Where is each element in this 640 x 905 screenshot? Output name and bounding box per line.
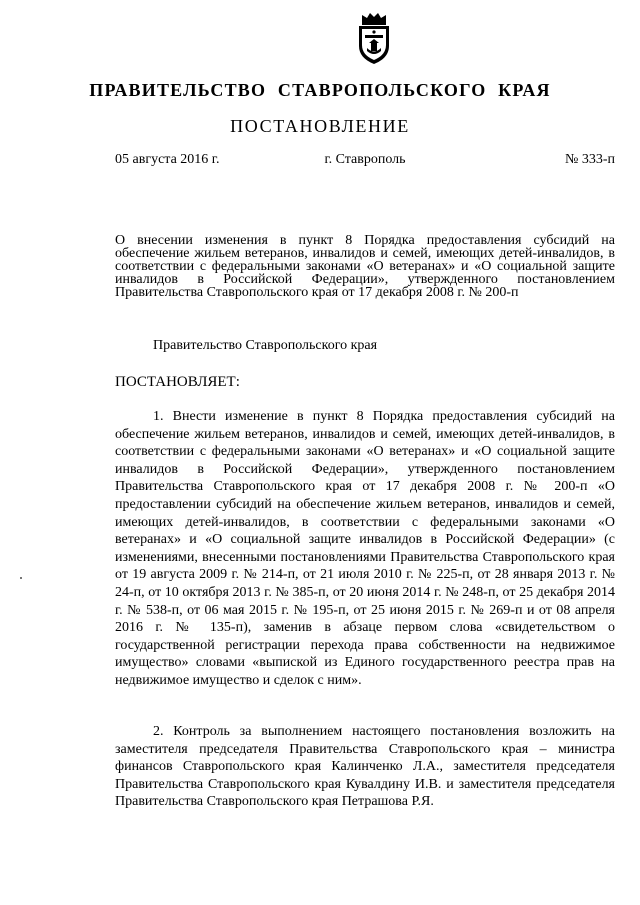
paragraph-2: 2. Контроль за выполнением настоящего постановления возложить на заместителя председателя Правительства Ставропольского края – министра финансов Ставропольского края Калинченко Л.А., заместителя председателя Правительства Ставропольского края Кувалдину И.В. и заместителя председателя Правительства Ставропольского края Петрашова Р.Я. [115,724,615,810]
government-title: ПРАВИТЕЛЬСТВО СТАВРОПОЛЬСКОГО КРАЯ [89,80,551,100]
document-type-heading: ПОСТАНОВЛЕНИЕ [230,116,410,136]
stavropol-coat-of-arms-icon [353,10,395,66]
scan-speck [20,577,22,579]
paragraph-1: 1. Внести изменение в пункт 8 Порядка предоставления субсидий на обеспечение жильем ветеранов, инвалидов и семей, имеющих детей-инвалидов, в соответствии с федеральными законами «О ветеранах» и «О социальной защите инвалидов в Российской Федерации», утвержденного постановлением Правительства Ставропольского края от 17 декабря 2008 г. № 200-п «О предоставлении субсидий на обеспечение жильем ветеранов, инвалидов и семей, имеющих детей-инвалидов, в соответствии с федеральными законами «О ветеранах» и «О социальной защите инвалидов в Российской Федерации» (с изменениями, внесенными постановлениями Правительства Ставропольского края от 19 августа 2009 г. № 214-п, от 21 июля 2010 г. № 225-п, от 28 января 2013 г. № 24-п, от 10 октября 2013 г. № 385-п, от 20 июня 2014 г. № 248-п, от 25 декабря 2014 г. № 538-п, от 06 мая 2015 г. № 195-п, от 25 июня 2015 г. № 269-п и от 08 апреля 2016 г. № 135-п), заменив в абзаце первом слова «свидетельством о государственной регистрации перехода права собственности на недвижимое имущество» словами «выпиской из Единого государственного реестра прав на недвижимое имущество и сделок с ним». [115,409,615,688]
resolves-heading: ПОСТАНОВЛЯЕТ: [115,374,240,390]
document-subject: О внесении изменения в пункт 8 Порядка предоставления субсидий на обеспечение жильем ветеранов, инвалидов и семей, имеющих детей-инвалидов, в соответствии с федеральными законами «О ветеранах» и «О социальной защите инвалидов в Российской Федерации», утвержденного постановлением Правительства Ставропольского края от 17 декабря 2008 г. № 200-п [115,233,615,300]
government-line: Правительство Ставропольского края [153,338,378,353]
document-city: г. Ставрополь [324,152,406,167]
document-meta-row [115,152,615,172]
document-date: 05 августа 2016 г. [115,152,220,167]
document-number: № 333-п [564,152,615,167]
